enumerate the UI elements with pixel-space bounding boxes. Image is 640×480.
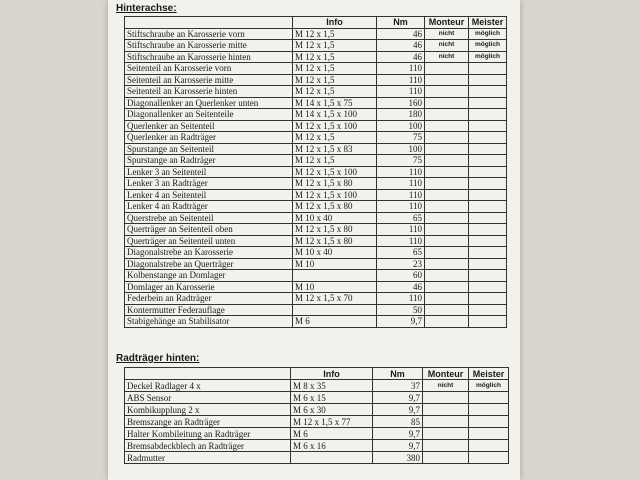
table-row [125,166,507,178]
cell-info: M 10 [293,258,377,270]
torque-table-hinterachse [124,16,507,328]
cell-meister [469,428,509,440]
table-row [125,109,507,121]
cell-torque: 9,7 [373,404,423,416]
cell-torque: 46 [377,281,425,293]
cell-component: Diagonallenker an Querlenker unten [125,97,293,109]
cell-info: M 12 x 1,5 x 100 [293,189,377,201]
cell-component: Federbein an Radträger [125,293,293,305]
torque-table-radtraeger-hinten [124,367,509,464]
cell-torque: 160 [377,97,425,109]
table-row [125,416,509,428]
cell-monteur [425,63,469,75]
cell-monteur: nicht [423,380,469,392]
cell-monteur [425,166,469,178]
cell-component: Kolbenstange an Domlager [125,270,293,282]
cell-meister [469,189,507,201]
table-row [125,235,507,247]
cell-monteur [423,452,469,464]
cell-component: ABS Sensor [125,392,291,404]
cell-torque: 110 [377,201,425,213]
cell-meister [469,224,507,236]
cell-monteur [425,293,469,305]
header-info: Info [291,368,373,380]
cell-component: Querträger an Seitenteil unten [125,235,293,247]
cell-info: M 6 [293,316,377,328]
cell-component: Lenker 4 an Radträger [125,201,293,213]
cell-torque: 46 [377,40,425,52]
table-row [125,189,507,201]
section-title-hinterachse: Hinterachse: [116,3,177,14]
cell-torque: 9,7 [373,428,423,440]
cell-component: Spurstange an Seitenteil [125,143,293,155]
cell-component: Querlenker an Seitenteil [125,120,293,132]
cell-meister [469,258,507,270]
cell-info: M 14 x 1,5 x 100 [293,109,377,121]
table-row [125,316,507,328]
table-row [125,224,507,236]
cell-component: Stiftschraube an Karosserie mitte [125,40,293,52]
cell-info: M 10 x 40 [293,247,377,259]
table-row [125,28,507,40]
cell-torque: 110 [377,166,425,178]
table-row [125,281,507,293]
cell-monteur [425,235,469,247]
table-row [125,380,509,392]
cell-info: M 12 x 1,5 [293,155,377,167]
cell-monteur [425,224,469,236]
cell-monteur [423,440,469,452]
cell-torque: 85 [373,416,423,428]
table-header-row [125,368,509,380]
cell-torque: 100 [377,143,425,155]
cell-component: Stabigehänge an Stabilisator [125,316,293,328]
cell-meister [469,404,509,416]
cell-info: M 12 x 1,5 [293,74,377,86]
header-info: Info [293,17,377,29]
table-header-row [125,17,507,29]
table-row [125,86,507,98]
cell-monteur [425,132,469,144]
cell-monteur [425,316,469,328]
cell-monteur [425,281,469,293]
table-row [125,293,507,305]
cell-info [293,304,377,316]
header-name [125,17,293,29]
cell-meister [469,63,507,75]
cell-torque: 100 [377,120,425,132]
cell-meister: möglich [469,28,507,40]
cell-torque: 37 [373,380,423,392]
cell-torque: 110 [377,178,425,190]
table-row [125,155,507,167]
cell-info: M 12 x 1,5 [293,40,377,52]
table-row [125,40,507,52]
cell-component: Seitenteil an Karosserie vorn [125,63,293,75]
cell-component: Radmutter [125,452,291,464]
cell-info: M 6 x 15 [291,392,373,404]
cell-monteur [423,416,469,428]
cell-torque: 110 [377,74,425,86]
cell-torque: 110 [377,189,425,201]
cell-component: Seitenteil an Karosserie hinten [125,86,293,98]
cell-info: M 12 x 1,5 x 80 [293,178,377,190]
cell-meister [469,247,507,259]
table-row [125,392,509,404]
cell-component: Lenker 3 an Radträger [125,178,293,190]
cell-torque: 46 [377,51,425,63]
cell-meister [469,235,507,247]
cell-torque: 46 [377,28,425,40]
cell-meister [469,166,507,178]
table-row [125,404,509,416]
cell-component: Diagonalstrebe an Querträger [125,258,293,270]
cell-monteur [425,247,469,259]
cell-monteur [425,143,469,155]
cell-component: Querlenker an Radträger [125,132,293,144]
cell-monteur [425,189,469,201]
cell-component: Deckel Radlager 4 x [125,380,291,392]
cell-meister [469,74,507,86]
section-title-radtraeger-hinten: Radträger hinten: [116,353,200,364]
cell-monteur [425,86,469,98]
cell-component: Domlager an Karosserie [125,281,293,293]
header-name [125,368,291,380]
cell-meister [469,212,507,224]
cell-meister [469,270,507,282]
cell-info: M 12 x 1,5 [293,63,377,75]
cell-monteur [425,178,469,190]
cell-torque: 50 [377,304,425,316]
table-row [125,212,507,224]
cell-monteur [423,404,469,416]
cell-component: Lenker 4 an Seitenteil [125,189,293,201]
cell-component: Diagonallenker an Seitenteile [125,109,293,121]
cell-monteur: nicht [425,28,469,40]
cell-component: Spurstange an Radträger [125,155,293,167]
cell-monteur [425,97,469,109]
cell-component: Kontermutter Federauflage [125,304,293,316]
cell-component: Stiftschraube an Karosserie hinten [125,51,293,63]
cell-torque: 60 [377,270,425,282]
cell-torque: 110 [377,235,425,247]
cell-component: Querstrebe an Seitenteil [125,212,293,224]
cell-monteur [425,270,469,282]
cell-info: M 12 x 1,5 [293,28,377,40]
cell-monteur [423,428,469,440]
cell-info [293,270,377,282]
header-nm: Nm [373,368,423,380]
cell-component: Seitenteil an Karosserie mitte [125,74,293,86]
cell-info: M 12 x 1,5 [293,51,377,63]
cell-info: M 10 x 40 [293,212,377,224]
cell-monteur [423,392,469,404]
table-row [125,247,507,259]
cell-info: M 12 x 1,5 x 83 [293,143,377,155]
table-row [125,143,507,155]
cell-component: Halter Kombileitung an Radträger [125,428,291,440]
table-row [125,440,509,452]
cell-meister [469,86,507,98]
cell-torque: 380 [373,452,423,464]
cell-monteur [425,212,469,224]
cell-monteur: nicht [425,51,469,63]
cell-meister [469,155,507,167]
cell-torque: 110 [377,86,425,98]
table-row [125,270,507,282]
cell-meister [469,178,507,190]
cell-meister [469,392,509,404]
table-row [125,258,507,270]
cell-info: M 12 x 1,5 [293,132,377,144]
cell-meister [469,132,507,144]
cell-info: M 12 x 1,5 x 100 [293,166,377,178]
table-row [125,120,507,132]
table-row [125,452,509,464]
cell-meister [469,316,507,328]
cell-meister: möglich [469,380,509,392]
cell-monteur: nicht [425,40,469,52]
cell-meister [469,293,507,305]
cell-torque: 9,7 [377,316,425,328]
cell-component: Bremsabdeckblech an Radträger [125,440,291,452]
cell-component: Kombikupplung 2 x [125,404,291,416]
header-meister: Meister [469,368,509,380]
cell-monteur [425,304,469,316]
cell-info: M 12 x 1,5 x 80 [293,224,377,236]
cell-torque: 23 [377,258,425,270]
cell-torque: 9,7 [373,392,423,404]
cell-meister [469,109,507,121]
table-row [125,63,507,75]
cell-monteur [425,74,469,86]
cell-monteur [425,120,469,132]
cell-component: Querträger an Seitenteil oben [125,224,293,236]
cell-info: M 12 x 1,5 x 100 [293,120,377,132]
header-nm: Nm [377,17,425,29]
table-row [125,132,507,144]
cell-info: M 8 x 35 [291,380,373,392]
cell-component: Lenker 3 an Seitenteil [125,166,293,178]
cell-monteur [425,109,469,121]
table-row [125,74,507,86]
cell-meister [469,201,507,213]
cell-meister: möglich [469,51,507,63]
cell-torque: 65 [377,247,425,259]
table-row [125,304,507,316]
cell-monteur [425,155,469,167]
cell-info: M 12 x 1,5 x 80 [293,235,377,247]
cell-info: M 12 x 1,5 x 80 [293,201,377,213]
cell-info [291,452,373,464]
table-row [125,178,507,190]
table-row [125,97,507,109]
cell-monteur [425,258,469,270]
cell-info: M 14 x 1,5 x 75 [293,97,377,109]
cell-meister [469,416,509,428]
cell-info: M 6 x 30 [291,404,373,416]
cell-torque: 110 [377,293,425,305]
cell-component: Stiftschraube an Karosserie vorn [125,28,293,40]
header-monteur: Monteur [423,368,469,380]
cell-component: Bremszange an Radträger [125,416,291,428]
table-row [125,201,507,213]
cell-info: M 12 x 1,5 [293,86,377,98]
cell-meister [469,304,507,316]
cell-meister [469,97,507,109]
cell-torque: 110 [377,63,425,75]
cell-meister [469,120,507,132]
header-meister: Meister [469,17,507,29]
cell-torque: 65 [377,212,425,224]
cell-torque: 180 [377,109,425,121]
cell-torque: 110 [377,224,425,236]
cell-info: M 6 x 16 [291,440,373,452]
cell-torque: 9,7 [373,440,423,452]
cell-meister [469,440,509,452]
cell-component: Diagonalstrebe an Karosserie [125,247,293,259]
cell-meister [469,281,507,293]
cell-monteur [425,201,469,213]
table-row [125,51,507,63]
cell-meister [469,143,507,155]
cell-meister: möglich [469,40,507,52]
table-row [125,428,509,440]
cell-info: M 6 [291,428,373,440]
header-monteur: Monteur [425,17,469,29]
cell-info: M 12 x 1,5 x 70 [293,293,377,305]
cell-meister [469,452,509,464]
cell-torque: 75 [377,155,425,167]
cell-info: M 12 x 1,5 x 77 [291,416,373,428]
cell-torque: 75 [377,132,425,144]
cell-info: M 10 [293,281,377,293]
